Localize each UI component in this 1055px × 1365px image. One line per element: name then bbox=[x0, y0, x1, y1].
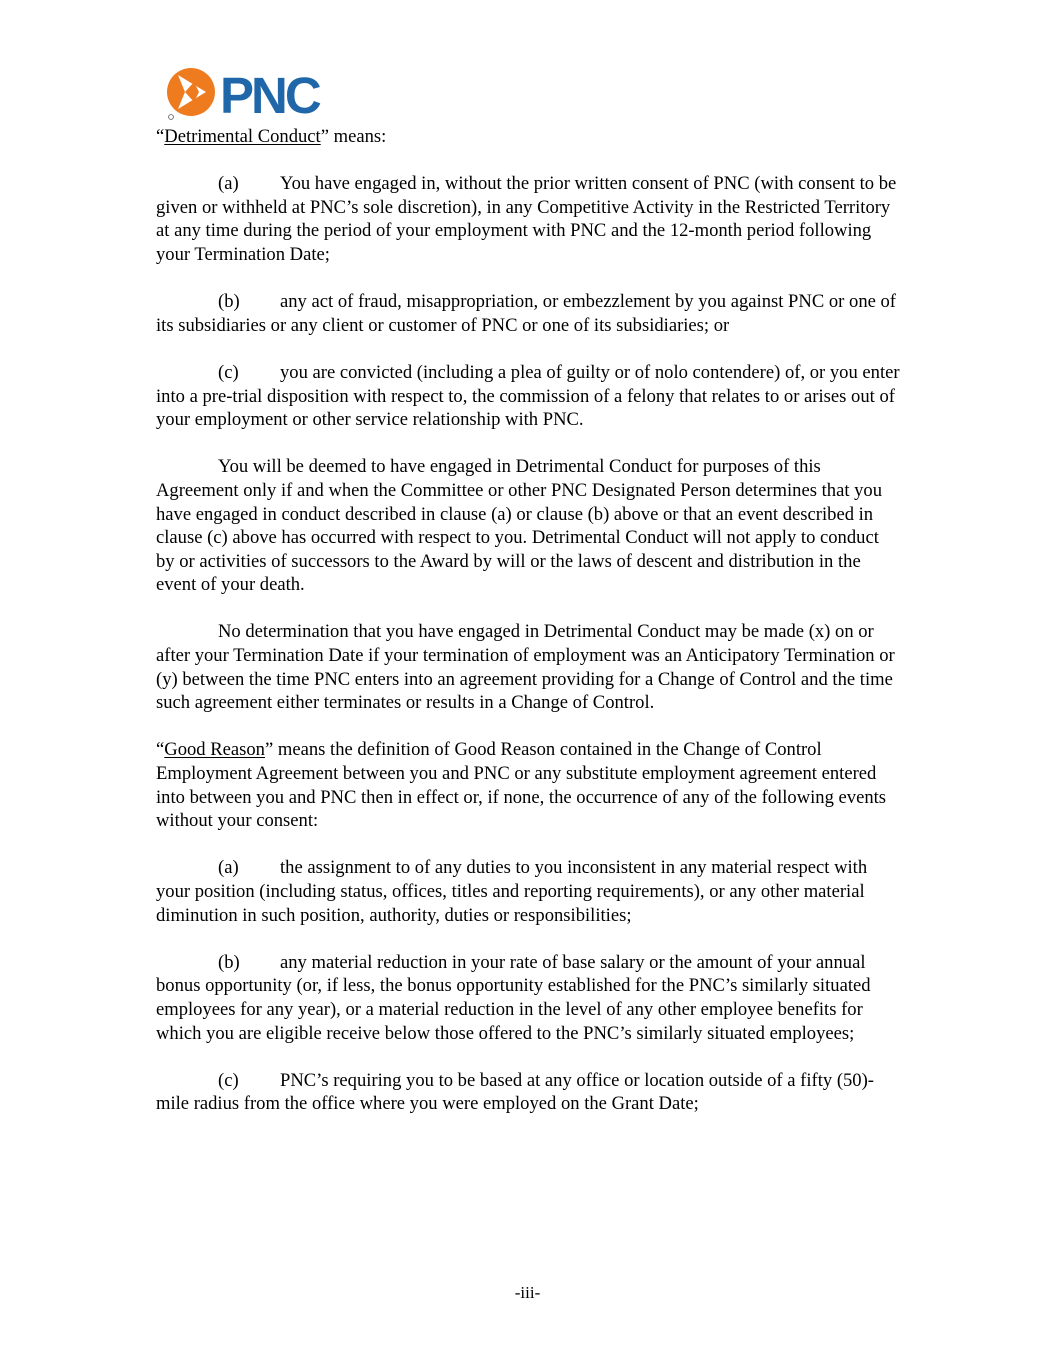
definition-good-reason: “Good Reason” means the definition of Good Reason contained in the Change of Control Employment Agreement between you and PNC or any substitute employment agreement entered into between you and PNC then in effect or, if none, the occurrence of any of the following events without your consent: bbox=[156, 739, 887, 832]
clause-label: (a) bbox=[218, 857, 239, 879]
clause-text: any act of fraud, misappropriation, or embezzlement by you against PNC or one of its subsidiaries or any client or customer of PNC or one of its subsidiaries; or bbox=[156, 291, 896, 336]
clause-text: any material reduction in your rate of base salary or the amount of your annual bonus opportunity (or, if less, the bonus opportunity established for the PNC’s similarly situated employees for any year), or a material reduction in the level of any other employee benefits for which you are eligible receive below those offered to the PNC’s similarly situated employees; bbox=[156, 951, 871, 1044]
defined-term-detrimental-conduct: Detrimental Conduct bbox=[164, 126, 321, 147]
clause-label: (c) bbox=[218, 361, 239, 383]
clause-b bbox=[156, 290, 901, 337]
pnc-mark-icon bbox=[167, 68, 215, 119]
clause-a bbox=[156, 172, 901, 266]
document-body bbox=[156, 125, 901, 1140]
good-reason-clause-a bbox=[156, 856, 901, 927]
clause-label: (b) bbox=[218, 951, 240, 973]
clause-text: you are convicted (including a plea of guilty or of nolo contendere) of, or you enter into a pre-trial disposition with respect to, the commission of a felony that relates to or arises out of your employment or other service relationship with PNC. bbox=[156, 361, 900, 431]
paragraph-no-determination: No determination that you have engaged in Detrimental Conduct may be made (x) on or after your Termination Date if your termination of employment was an Anticipatory Termination or (y) between the time PNC enters into an agreement providing for a Change of Control and the time such agreement either terminates or results in a Change of Control. bbox=[156, 621, 895, 714]
pnc-wordmark: PNC bbox=[220, 67, 319, 122]
clause-c bbox=[156, 361, 901, 432]
page-number: -iii- bbox=[514, 1283, 541, 1302]
clause-text: PNC’s requiring you to be based at any office or location outside of a fifty (50)-mile radius from the office where you were employed on the Grant Date; bbox=[156, 1069, 874, 1115]
clause-label: (a) bbox=[218, 173, 239, 195]
defined-term-good-reason: Good Reason bbox=[164, 739, 265, 761]
good-reason-clause-b bbox=[156, 951, 901, 1045]
paragraph-deemed-engaged: You will be deemed to have engaged in Detrimental Conduct for purposes of this Agreement only if and when the Committee or other PNC Designated Person determines that you have engaged in conduct described in clause (a) or clause (b) above or that an event described in clause (c) above has occurred with respect to you. Detrimental Conduct will not apply to conduct by or activities of successors to the Award by will or the laws of descent and distribution in the event of your death. bbox=[156, 456, 883, 596]
clause-text: You have engaged in, without the prior written consent of PNC (with consent to be given or withheld at PNC’s sole discretion), in any Competitive Activity in the Restricted Territory at any time during the period of your employment with PNC and the 12-month period following your Termination Date; bbox=[156, 173, 897, 265]
clause-label: (c) bbox=[218, 1069, 239, 1091]
definition-detrimental-conduct: “Detrimental Conduct” means: bbox=[156, 126, 387, 147]
pnc-logo bbox=[166, 66, 341, 122]
clause-text: the assignment to of any duties to you inconsistent in any material respect with your position (including status, offices, titles and reporting requirements), or any other material diminution in such position, authority, duties or responsibilities; bbox=[156, 857, 868, 926]
clause-label: (b) bbox=[218, 291, 240, 313]
good-reason-clause-c bbox=[156, 1069, 901, 1116]
